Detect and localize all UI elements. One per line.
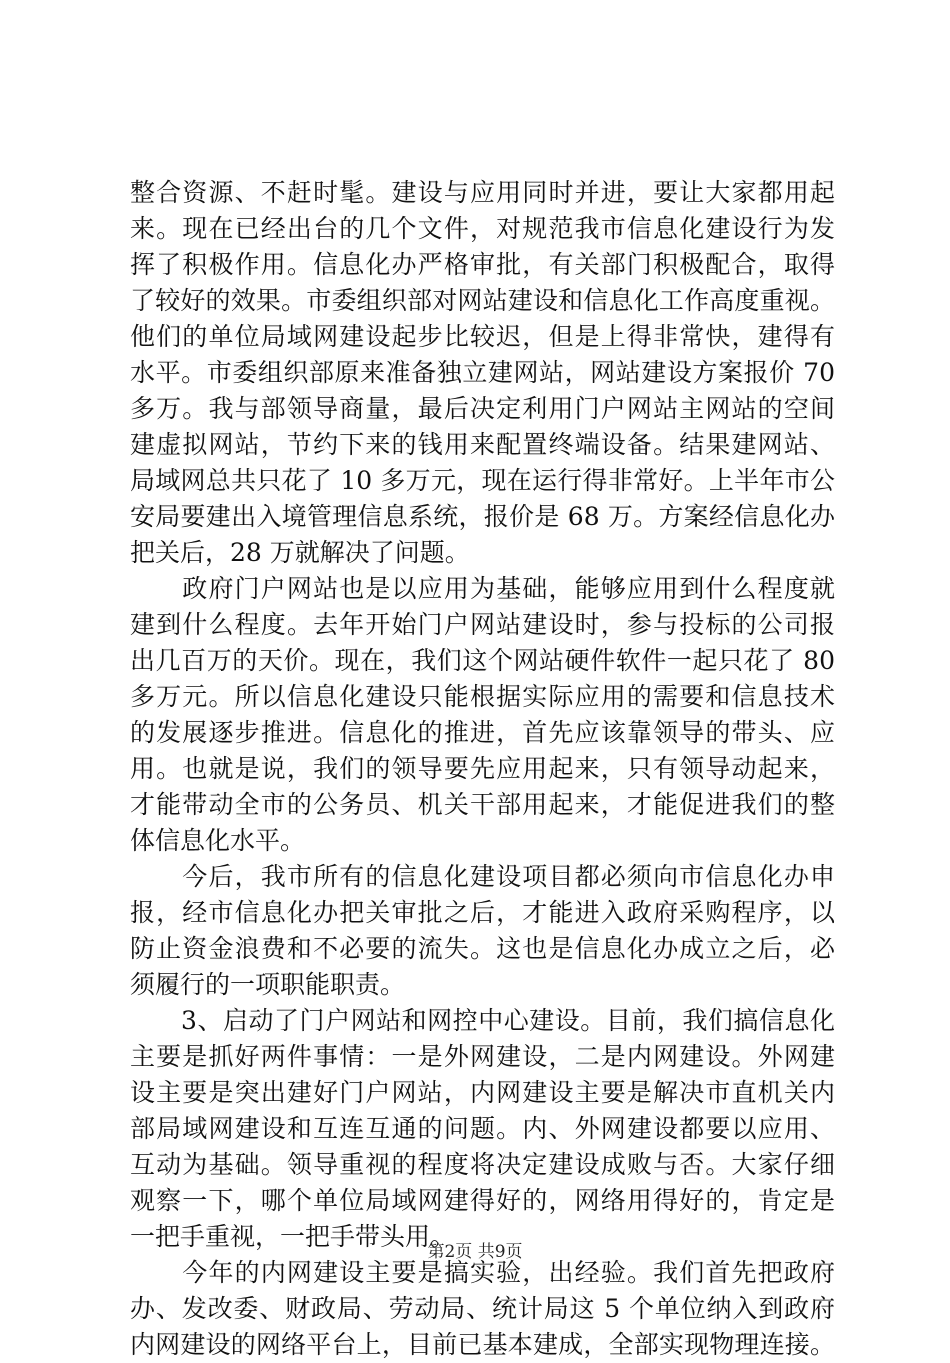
text-line: 他们的单位局域网建设起步比较迟，但是上得非常快，建得有 <box>130 322 835 351</box>
text-line: 一把手重视，一把手带头用。 <box>130 1222 456 1251</box>
page-number-footer: 第2页 共9页 <box>427 1242 523 1262</box>
text-line: 的发展逐步推进。信息化的推进，首先应该靠领导的带头、应 <box>130 718 835 747</box>
text-line: 建到什么程度。去年开始门户网站建设时，参与投标的公司报 <box>130 610 835 639</box>
text-line: 安局要建出入境管理信息系统，报价是 68 万。方案经信息化办 <box>130 502 835 531</box>
text-line: 来。现在已经出台的几个文件，对规范我市信息化建设行为发 <box>130 214 835 243</box>
text-line: 内网建设的网络平台上，目前已基本建成，全部实现物理连接。 <box>130 1330 835 1359</box>
text-line: 政府门户网站也是以应用为基础，能够应用到什么程度就 <box>130 574 835 603</box>
text-line: 用。也就是说，我们的领导要先应用起来，只有领导动起来， <box>130 754 835 783</box>
text-line: 主要是抓好两件事情：一是外网建设，二是内网建设。外网建 <box>130 1042 835 1071</box>
text-line: 局域网总共只花了 10 多万元，现在运行得非常好。上半年市公 <box>130 466 835 495</box>
document-body <box>130 175 835 1363</box>
text-line: 水平。市委组织部原来准备独立建网站，网站建设方案报价 70 <box>130 358 835 387</box>
text-line: 防止资金浪费和不必要的流失。这也是信息化办成立之后，必 <box>130 934 835 963</box>
text-line: 互动为基础。领导重视的程度将决定建设成败与否。大家仔细 <box>130 1150 835 1179</box>
text-line: 报，经市信息化办把关审批之后，才能进入政府采购程序，以 <box>130 898 835 927</box>
text-line: 办、发改委、财政局、劳动局、统计局这 5 个单位纳入到政府 <box>130 1294 835 1323</box>
text-line: 把关后，28 万就解决了问题。 <box>130 538 470 567</box>
text-line: 今后，我市所有的信息化建设项目都必须向市信息化办申 <box>130 862 835 891</box>
text-line: 多万。我与部领导商量，最后决定利用门户网站主网站的空间 <box>130 394 835 423</box>
text-line: 了较好的效果。市委组织部对网站建设和信息化工作高度重视。 <box>130 286 835 315</box>
text-line: 部局域网建设和互连互通的问题。内、外网建设都要以应用、 <box>130 1114 835 1143</box>
text-line: 多万元。所以信息化建设只能根据实际应用的需要和信息技术 <box>130 682 835 711</box>
text-line: 出几百万的天价。现在，我们这个网站硬件软件一起只花了 80 <box>130 646 835 675</box>
text-line: 观察一下，哪个单位局域网建得好的，网络用得好的，肯定是 <box>130 1186 835 1215</box>
text-line: 3、启动了门户网站和网控中心建设。目前，我们搞信息化 <box>130 1006 835 1035</box>
text-line: 设主要是突出建好门户网站，内网建设主要是解决市直机关内 <box>130 1078 835 1107</box>
text-line: 建虚拟网站，节约下来的钱用来配置终端设备。结果建网站、 <box>130 430 835 459</box>
text-line: 整合资源、不赶时髦。建设与应用同时并进，要让大家都用起 <box>130 178 835 207</box>
text-line: 挥了积极作用。信息化办严格审批，有关部门积极配合，取得 <box>130 250 835 279</box>
text-line: 今年的内网建设主要是搞实验，出经验。我们首先把政府 <box>130 1258 835 1287</box>
text-line: 才能带动全市的公务员、机关干部用起来，才能促进我们的整 <box>130 790 835 819</box>
text-line: 须履行的一项职能职责。 <box>130 970 406 999</box>
text-line: 体信息化水平。 <box>130 826 306 855</box>
